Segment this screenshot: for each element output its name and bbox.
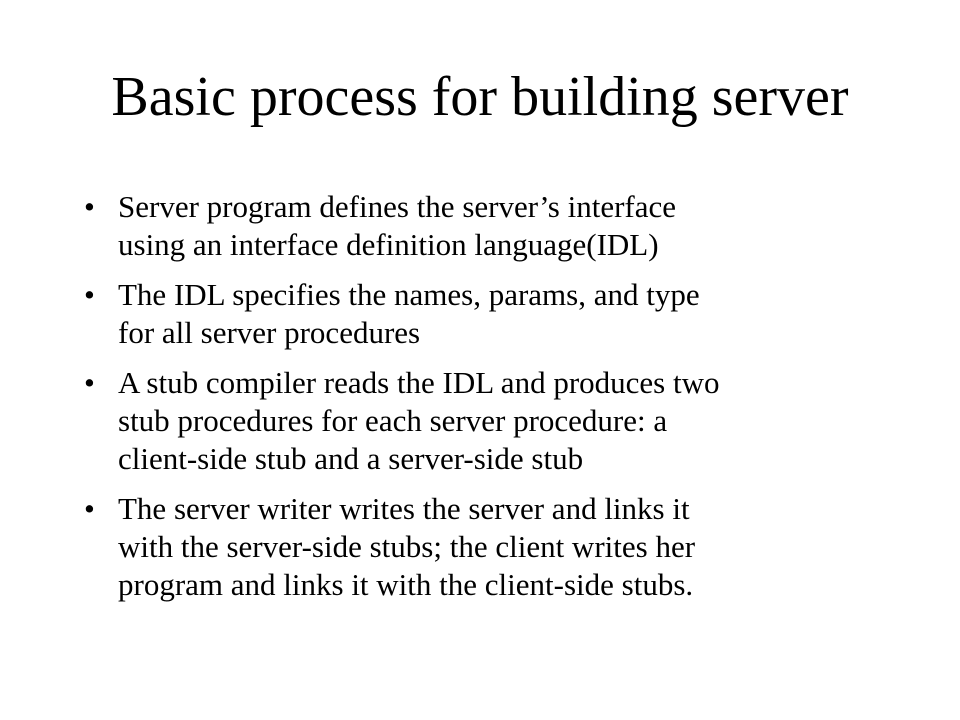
bullet-icon: • [84,365,95,400]
bullet-1-line-1: Server program defines the server’s interface [118,189,677,224]
bullet-list [80,188,840,616]
bullet-icon: • [84,277,95,312]
bullet-4-line-3: program and links it with the client-side stubs. [118,567,694,602]
bullet-item-2 [80,276,840,352]
bullet-icon: • [84,189,95,224]
bullet-2-line-1: The IDL specifies the names, params, and type [118,277,700,312]
bullet-3-line-3: client-side stub and a server-side stub [118,441,584,476]
bullet-2-line-2: for all server procedures [118,315,421,350]
slide-title: Basic process for building server [111,66,849,128]
bullet-4-line-2: with the server-side stubs; the client writes her [118,529,696,564]
bullet-1-line-2: using an interface definition language(IDL) [118,227,659,262]
bullet-3-line-2: stub procedures for each server procedure: a [118,403,668,438]
bullet-item-1 [80,188,840,264]
bullet-item-3 [80,364,840,478]
bullet-item-4 [80,490,840,604]
bullet-4-line-1: The server writer writes the server and links it [118,491,690,526]
bullet-3-line-1: A stub compiler reads the IDL and produces two [118,365,720,400]
bullet-icon: • [84,491,95,526]
